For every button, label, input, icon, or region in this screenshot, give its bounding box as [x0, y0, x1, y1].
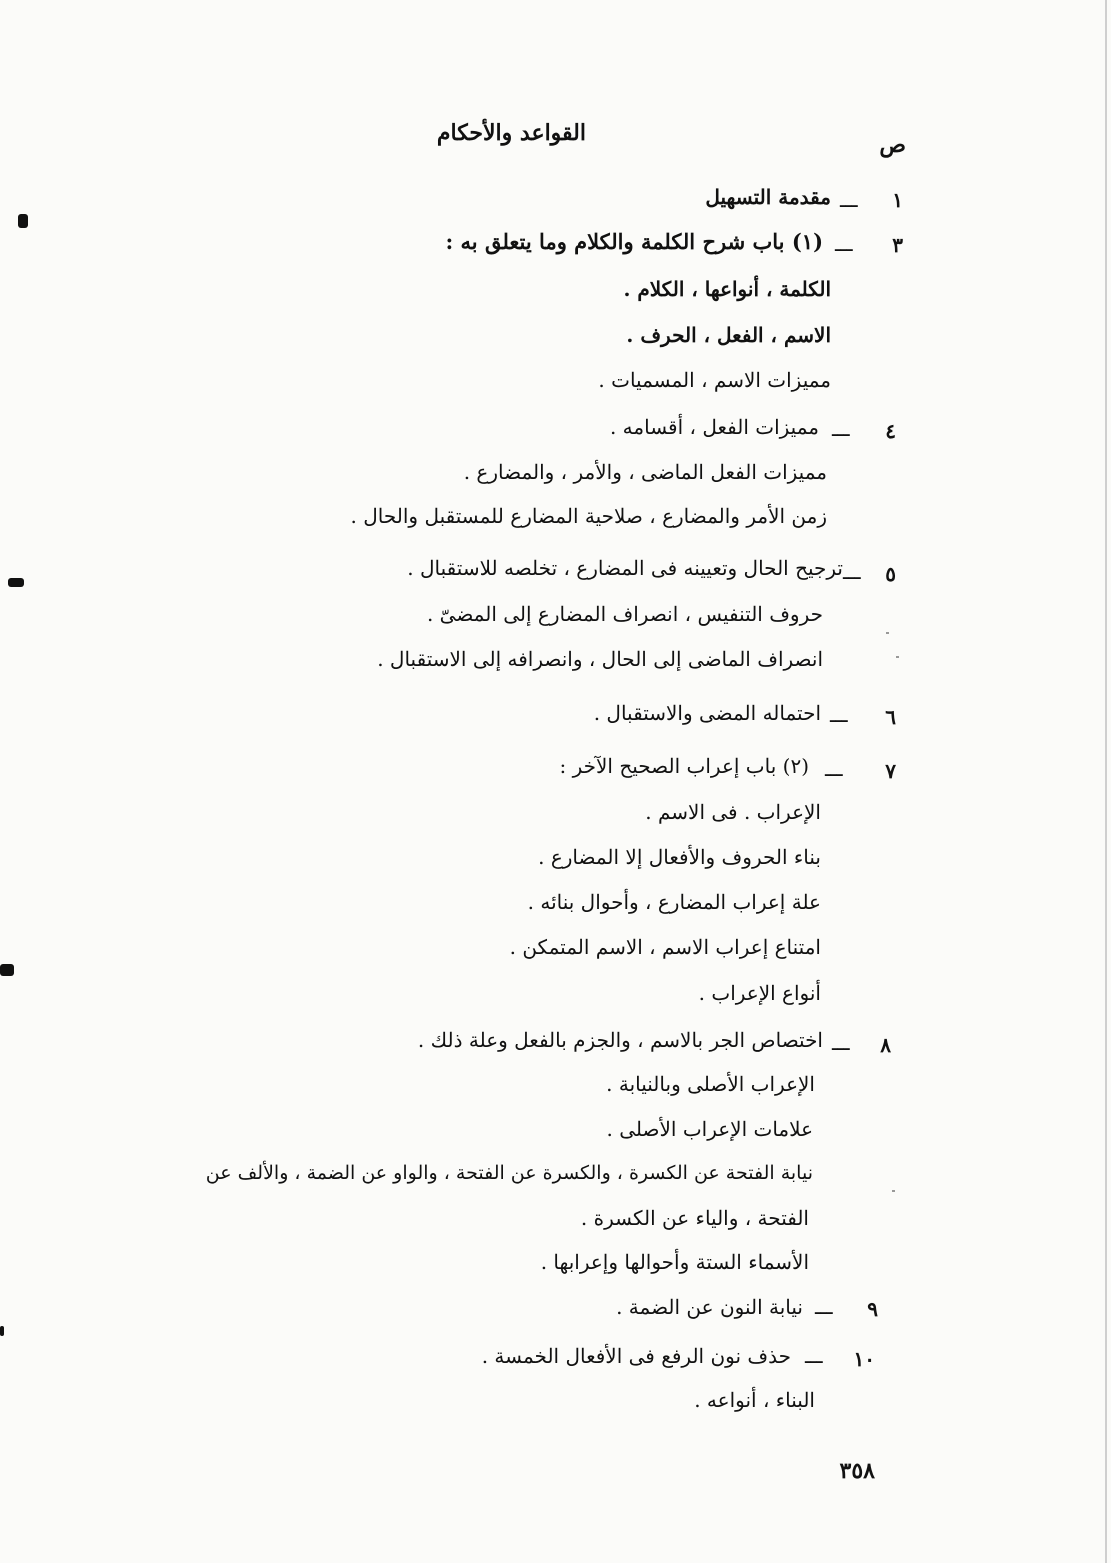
entry-text: الأسماء الستة وأحوالها وإعرابها . [540, 1250, 809, 1274]
scan-speck [892, 1190, 895, 1192]
binding-hole-mark [8, 578, 24, 587]
entry-text: نيابة النون عن الضمة . [616, 1295, 803, 1319]
entry-dash: ـــ [840, 188, 858, 212]
entry-page-number: ١٠ [853, 1347, 875, 1371]
entry-dash: ـــ [825, 757, 843, 781]
entry-page-number: ٧ [885, 759, 896, 783]
entry-dash: ـــ [832, 1031, 850, 1055]
entry-text: انصراف الماضى إلى الحال ، وانصرافه إلى الاستقبال . [377, 647, 823, 671]
entry-text: مميزات الاسم ، المسميات . [598, 368, 831, 392]
entry-page-number: ٨ [880, 1033, 891, 1057]
entry-text: الكلمة ، أنواعها ، الكلام . [623, 277, 831, 301]
entry-page-number: ١ [892, 188, 903, 212]
entry-text: الاسم ، الفعل ، الحرف . [626, 323, 831, 347]
entry-text: أنواع الإعراب . [698, 981, 821, 1005]
entry-text: الإعراب . فى الاسم . [645, 800, 821, 824]
entry-text: علامات الإعراب الأصلى . [606, 1117, 813, 1141]
entry-text: زمن الأمر والمضارع ، صلاحية المضارع للمستقبل والحال . [350, 504, 827, 528]
entry-dash: ـــ [830, 703, 848, 727]
binding-hole-mark [0, 964, 14, 976]
entry-dash: ـــ [843, 560, 861, 584]
page-number: ٣٥٨ [839, 1458, 875, 1484]
entry-text: احتماله المضى والاستقبال . [593, 701, 821, 725]
page-title: القواعد والأحكام [436, 120, 586, 146]
entry-text: ترجيح الحال وتعيينه فى المضارع ، تخلصه للاستقبال . [407, 556, 843, 580]
entry-text: علة إعراب المضارع ، وأحوال بنائه . [527, 890, 821, 914]
entry-page-number: ٦ [885, 705, 896, 729]
entry-page-number: ٣ [892, 233, 903, 257]
entry-dash: ـــ [815, 1295, 833, 1319]
binding-hole-mark [0, 1326, 4, 1336]
entry-text: الفتحة ، والياء عن الكسرة . [580, 1206, 809, 1230]
scan-speck [896, 656, 899, 658]
entry-section-heading: (٢) باب إعراب الصحيح الآخر : [559, 754, 809, 778]
binding-hole-mark [18, 214, 28, 228]
entry-dash: ـــ [832, 417, 850, 441]
entry-text: حذف نون الرفع فى الأفعال الخمسة . [481, 1344, 791, 1368]
entry-page-number: ٥ [885, 562, 896, 586]
entry-section-heading: (١) باب شرح الكلمة والكلام وما يتعلق به : [445, 229, 823, 254]
entry-dash: ـــ [835, 232, 853, 256]
entry-text: امتناع إعراب الاسم ، الاسم المتمكن . [509, 935, 821, 959]
entry-text: البناء ، أنواعه . [694, 1388, 815, 1412]
entry-text: مميزات الفعل ، أقسامه . [609, 415, 819, 439]
scan-speck [886, 632, 889, 634]
entry-text: مقدمة التسهيل [705, 185, 831, 209]
entry-text: الإعراب الأصلى وبالنيابة . [606, 1072, 815, 1096]
entry-text: حروف التنفيس ، انصراف المضارع إلى المضىّ . [426, 602, 823, 626]
entry-text: مميزات الفعل الماضى ، والأمر ، والمضارع . [463, 460, 827, 484]
entry-text: نيابة الفتحة عن الكسرة ، والكسرة عن الفتحة ، والواو عن الضمة ، والألف عن [205, 1162, 813, 1184]
entry-text: بناء الحروف والأفعال إلا المضارع . [538, 845, 821, 869]
entry-page-number: ٩ [867, 1297, 878, 1321]
entry-page-number: ٤ [885, 419, 896, 443]
entry-dash: ـــ [805, 1344, 823, 1368]
page-column-label: ص [879, 132, 906, 158]
entry-text: اختصاص الجر بالاسم ، والجزم بالفعل وعلة ذلك . [417, 1028, 823, 1052]
page-edge-line [1105, 0, 1107, 1563]
